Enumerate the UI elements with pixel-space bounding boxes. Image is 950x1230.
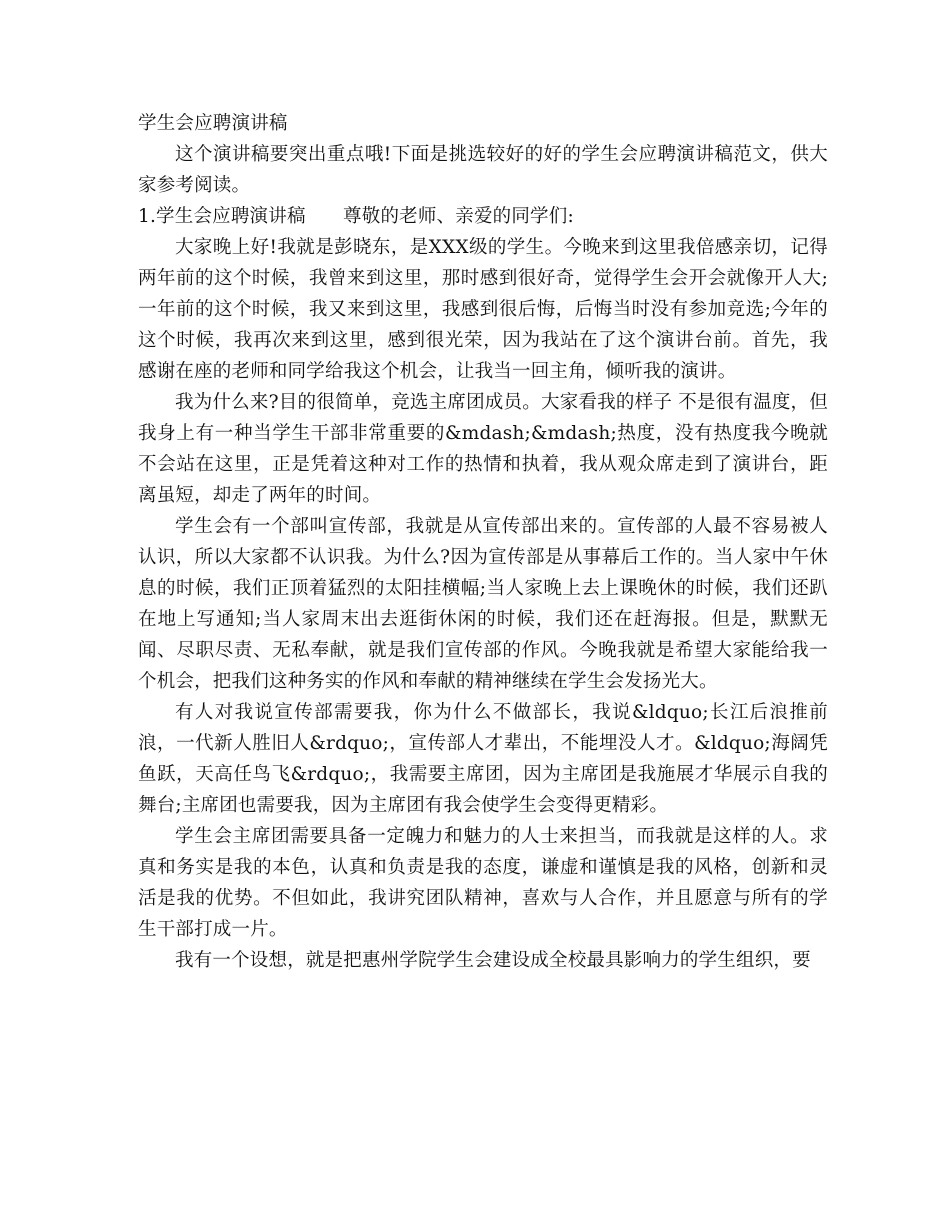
body-paragraph: 学生会有一个部叫宣传部，我就是从宣传部出来的。宣传部的人最不容易被人认识，所以大家都不认识我。为什么?因为宣传部是从事幕后工作的。当人家中午休息的时候，我们正顶着猛烈的太阳挂横幅;当人家晚上去上课晚休的时候，我们还趴在地上写通知;当人家周末出去逛街休闲的时候，我们还在赶海报。但是，默默无闻、尽职尽责、无私奉献，就是我们宣传部的作风。今晚我就是希望大家能给我一个机会，把我们这种务实的作风和奉献的精神继续在学生会发扬光大。 — [138, 516, 828, 692]
body-paragraph: 大家晚上好!我就是彭晓东，是XXX级的学生。今晚来到这里我倍感亲切，记得两年前的这个时候，我曾来到这里，那时感到很好奇，觉得学生会开会就像开人大;一年前的这个时候，我又来到这里，我感到很后悔，后悔当时没有参加竞选;今年的这个时候，我再次来到这里，感到很光荣，因为我站在了这个演讲台前。首先，我感谢在座的老师和同学给我这个机会，让我当一回主角，倾听我的演讲。 — [138, 237, 828, 382]
document-title: 学生会应聘演讲稿 — [138, 113, 288, 134]
body-paragraph: 我有一个设想，就是把惠州学院学生会建设成全校最具影响力的学生组织，要 — [175, 950, 811, 971]
section-heading: 1.学生会应聘演讲稿 尊敬的老师、亲爱的同学们: — [138, 206, 574, 227]
document-page — [138, 108, 828, 976]
body-paragraph: 我为什么来?目的很简单，竞选主席团成员。大家看我的样子 不是很有温度，但我身上有一种当学生干部非常重要的&mdash;&mdash;热度，没有热度我今晚就不会站在这里，正是凭着这种对工作的热情和执着，我从观众席走到了演讲台，距离虽短，却走了两年的时间。 — [138, 392, 828, 506]
body-paragraph: 学生会主席团需要具备一定魄力和魅力的人士来担当，而我就是这样的人。求真和务实是我的本色，认真和负责是我的态度，谦虚和谨慎是我的风格，创新和灵活是我的优势。不但如此，我讲究团队精神，喜欢与人合作，并且愿意与所有的学生干部打成一片。 — [138, 826, 828, 940]
body-paragraph: 有人对我说宣传部需要我，你为什么不做部长，我说&ldquo;长江后浪推前浪，一代新人胜旧人&rdquo;，宣传部人才辈出，不能埋没人才。&ldquo;海阔凭鱼跃，天高任鸟飞&rdquo;，我需要主席团，因为主席团是我施展才华展示自我的舞台;主席团也需要我，因为主席团有我会使学生会变得更精彩。 — [138, 702, 828, 816]
intro-paragraph: 这个演讲稿要突出重点哦!下面是挑选较好的好的学生会应聘演讲稿范文，供大家参考阅读。 — [138, 144, 828, 196]
